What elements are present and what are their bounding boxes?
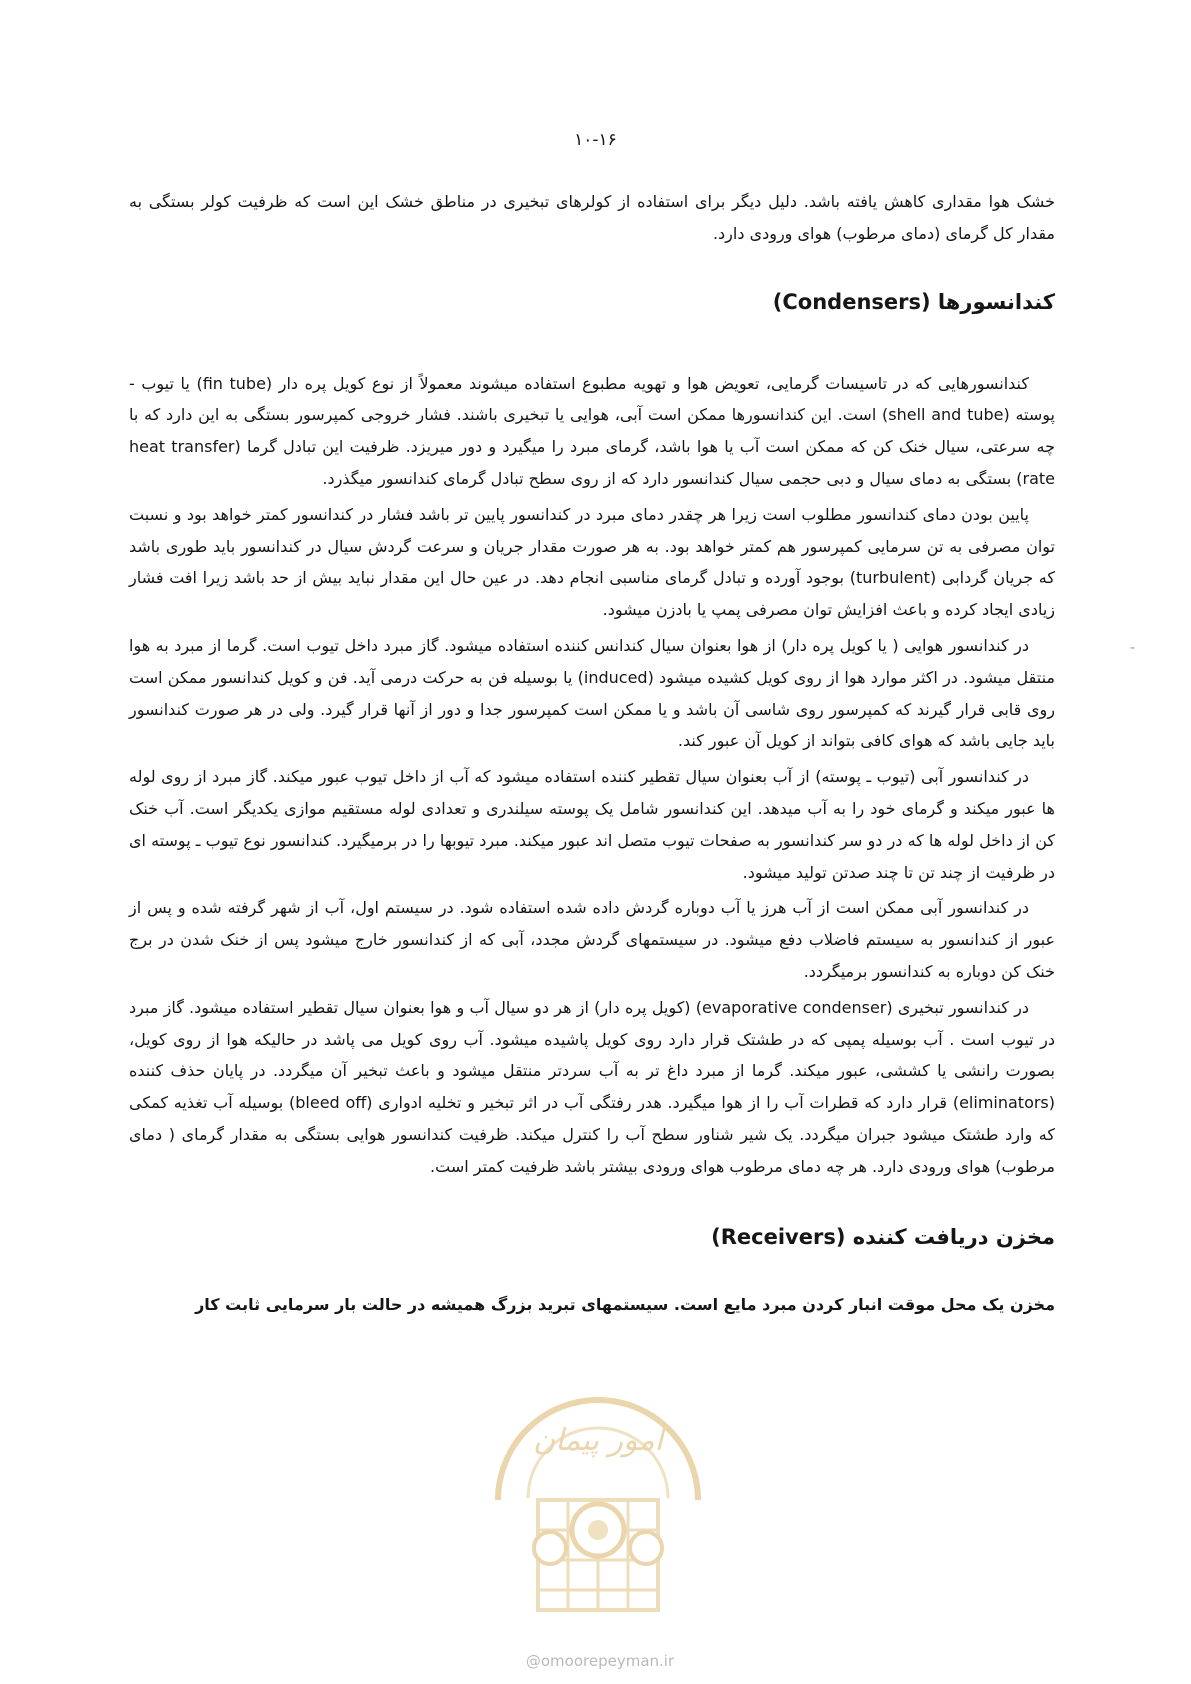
paragraph-evaporative-condenser: در کندانسور تبخیری (evaporative condenser) (کویل پره دار) از هر دو سیال آب و هوا بعنوان سیال تقطیر استفاده میشود. گاز مبرد در تیوب است . آب بوسیله پمپی که در طشتک قرار دارد روی کویل پاشیده میشود. آب روی کویل می پاشد در حالیکه هوا از روی کویل، بصورت رانشی یا کششی، عبور میکند. گرما از مبرد داغ تر به آب سردتر منتقل میشود و باعث تبخیر آن میگردد. در پایان حذف کننده (eliminators) قرار دارد که قطرات آب را از هوا میگیرد. هدر رفتگی آب در اثر تبخیر و تخلیه ادواری (bleed off) بوسیله آب تغذیه کمکی که وارد طشتک میشود جبران میگردد. یک شیر شناور سطح آب را کنترل میکند. ظرفیت کندانسور هوایی بستگی به مقدار گرمای ( دمای مرطوب) هوای ورودی دارد. هر چه دمای مرطوب هوای ورودی بیشتر باشد ظرفیت کمتر است. [129, 997, 1056, 1176]
paragraph-receivers: مخزن یک محل موقت انبار کردن مبرد مایع است. سیستمهای تبرید بزرگ همیشه در حالت بار سرمایی ثابت کار [195, 1294, 1055, 1314]
paragraph-water-systems: در کندانسور آبی ممکن است از آب هرز یا آب دوباره گردش داده شده استفاده شود. در سیستم اول، آب از شهر گرفته شده و پس از عبور از کندانسور به سیستم فاضلاب دفع میشود. در سیستمهای گردش مجدد، آبی که از کندانسور خارج میشود پس از خنک شدن در برج خنک کن دوباره به کندانسور برمیگردد. [129, 898, 1055, 981]
paragraph-condenser-temperature: پایین بودن دمای کندانسور مطلوب است زیرا هر چقدر دمای مبرد در کندانسور پایین تر باشد فشار در کندانسور کمتر خواهد بود و نسبت توان مصرفی به تن سرمایی کمپرسور هم کمتر خواهد بود. به هر صورت مقدار جریان و سرعت گردش سیال در کندانسور باید طوری باشد که جریان گردابی (turbulent) بوجود آورده و تبادل گرمای مناسبی انجام دهد. در عین حال این مقدار نباید بیش از حد باشد زیرا افت فشار زیادی ایجاد کرده و باعث افزایش توان مصرفی پمپ یا بادزن میشود. [129, 504, 1055, 620]
paragraph-water-cooled-condenser: در کندانسور آبی (تیوب ـ پوسته) از آب بعنوان سیال تقطیر کننده استفاده میشود که آب از داخل تیوب عبور میکند. گاز مبرد از روی لوله ها عبور میکند و گرمای خود را به آب میدهد. این کندانسور شامل یک پوسته سیلندری و تعدادی لوله مستقیم موازی یکدیگر است. آب خنک کن از داخل لوله ها که در دو سر کندانسور به صفحات تیوب متصل اند عبور میکند. مبرد تیوبها را در برمیگیرد. کندانسور نوع تیوب ـ پوسته ای در ظرفیت از چند تن تا چند صدتن تولید میشود. [129, 767, 1055, 882]
section-heading-condensers: کندانسورها (Condensers) [772, 289, 1055, 314]
page-content [129, 186, 1055, 1324]
paragraph-air-cooled-condenser: در کندانسور هوایی ( یا کویل پره دار) از هوا بعنوان سیال کندانس کننده استفاده میشود. گاز مبرد داخل تیوب است. گرما از مبرد به هوا منتقل میشود. در اکثر موارد هوا از روی کویل کشیده میشود (induced) یا بوسیله فن به حرکت درمی آید. فن و کویل کندانسور ممکن است روی قابی قرار گیرند که کمپرسور روی شاسی آن باشد و یا ممکن است کمپرسور جدا و دور از آنها قرار گیرد. ولی در هر صورت کندانسور باید جایی باشد که هوای کافی بتواند از کویل آن عبور کند. [129, 635, 1055, 751]
margin-mark: - [1130, 640, 1136, 656]
watermark-seal-icon [478, 1380, 718, 1640]
page-number: ۱۰-۱۶ [574, 130, 617, 150]
paragraph-condenser-types: کندانسورهایی که در تاسیسات گرمایی، تعویض هوا و تهویه مطبوع استفاده میشوند معمولاً از نوع کویل پره دار (fin tube) یا تیوب - پوسته (shell and tube) است. این کندانسورها ممکن است آبی، هوایی یا تبخیری باشند. فشار خروجی کمپرسور بستگی به این دارد که با چه سرعتی، سیال خنک کن که ممکن است آب یا هوا باشد، گرمای مبرد را میگیرد و دور میریزد. ظرفیت این تبادل گرما (heat transfer rate) بستگی به دمای سیال و دبی حجمی سیال کندانسور دارد که از روی سطح تبادل گرمای کندانسور میگذرد. [129, 373, 1056, 488]
intro-paragraph: خشک هوا مقداری کاهش یافته باشد. دلیل دیگر برای استفاده از کولرهای تبخیری در مناطق خشک این است که ظرفیت کولر بستگی به مقدار کل گرمای (دمای مرطوب) هوای ورودی دارد. [129, 192, 1055, 243]
section-heading-receivers: مخزن دریافت کننده (Receivers) [711, 1224, 1055, 1249]
watermark-url: @omoorepeyman.ir [525, 1652, 675, 1670]
watermark-brand-text: امور پیمان [533, 1423, 663, 1458]
